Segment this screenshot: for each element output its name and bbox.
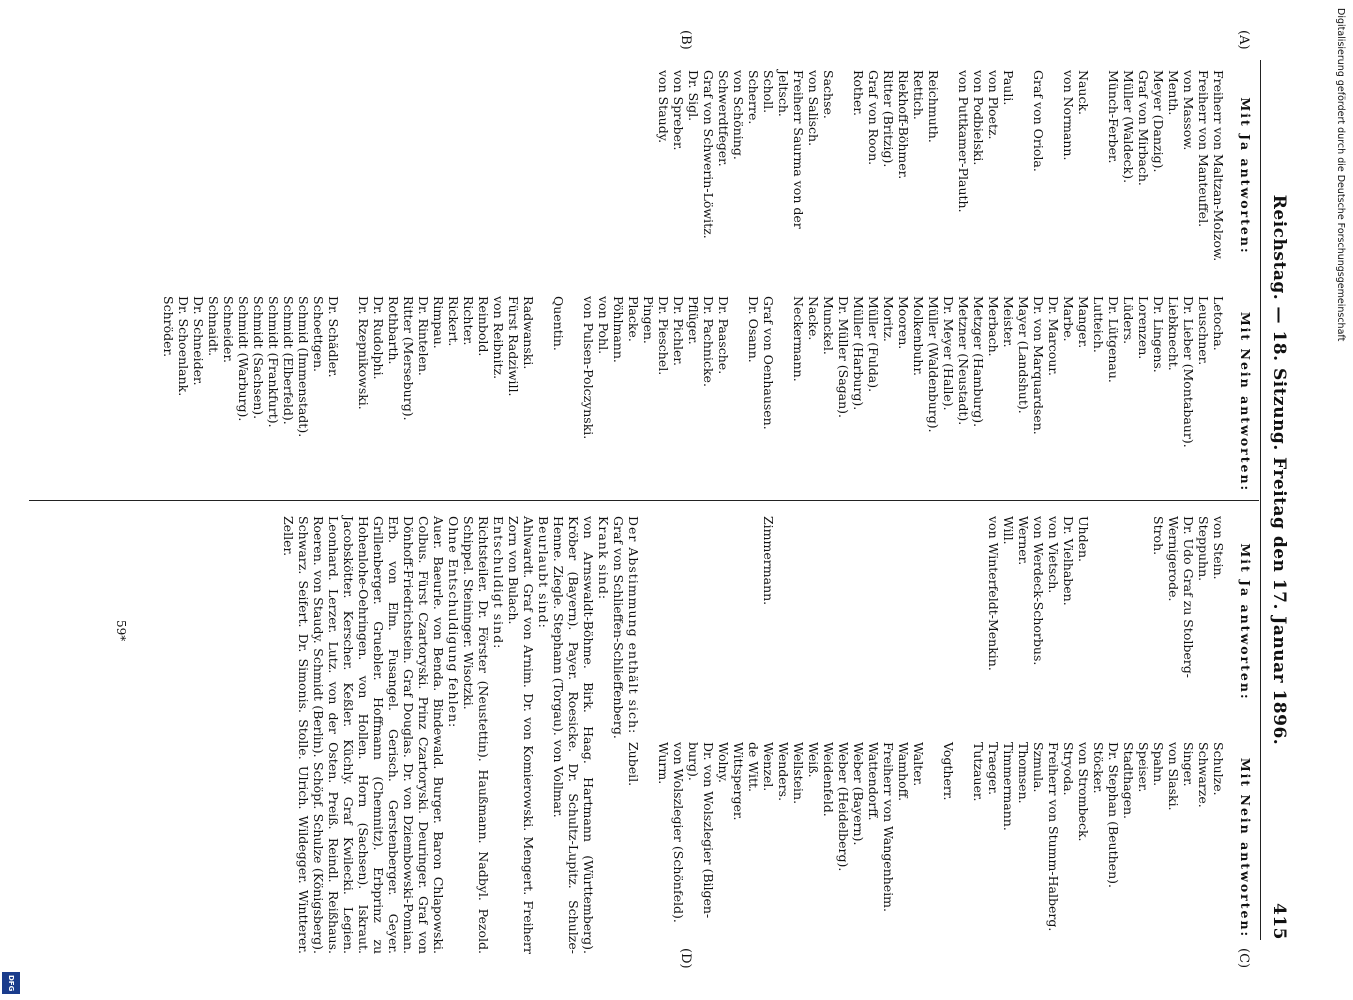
left-ja-item: Graf von Mirbach. (1136, 70, 1151, 186)
left-nein-item: Dr. Schneider. (191, 296, 206, 386)
left-nein-item (536, 296, 551, 508)
right-nein-item: Walter. (911, 742, 926, 787)
left-ja-list (656, 70, 1226, 282)
right-ja-item (776, 516, 791, 728)
sick-text: von Arnswaldt-Böhme. Birk. Haag. Hartmann (Württemberg). Kröber (Bayern). Payer. Roesicke. Dr. Schultz-Lupitz. Schulze-Henne. Ziegle. Stephann (Torgau). von Vollmar. (551, 516, 596, 954)
left-nein-item: Metzger (Hamburg). (971, 296, 986, 428)
right-ja-item: Werner. (1016, 516, 1031, 566)
right-nein-item: Stryoda. (1061, 742, 1076, 796)
excused-text: Richtsteiler. Dr. Förster (Neustettin). Haußmann. Nadbyl. Pezold. Schippel. Steininger. Wisotzki. (461, 516, 491, 954)
left-nein-item: Molkenbuhr. (911, 296, 926, 377)
left-ja-item: von Staudy. (656, 70, 671, 144)
left-half (33, 70, 1253, 508)
left-nein-item: Dr. Schädler. (326, 296, 341, 378)
page-header (1265, 60, 1293, 940)
margin-mark-a: (A) (1236, 30, 1251, 50)
right-ja-item (941, 516, 956, 728)
left-nein-item: Dr. Rzepnikowski. (356, 296, 371, 410)
left-nein-item: Leuschner. (1196, 296, 1211, 366)
left-nein-item: Dr. Rudolphi. (371, 296, 386, 380)
right-ja-item (866, 516, 881, 728)
left-nein-item: Pflüger. (686, 296, 701, 345)
left-nein-item: Schmidt (Frankfurt). (266, 296, 281, 428)
right-nein-item: Wittsperger. (731, 742, 746, 821)
left-nein-item: Placke. (626, 296, 641, 342)
right-nein-item: Zubeil. (626, 742, 641, 787)
left-nein-list (161, 296, 1226, 508)
left-ja-item: von Puttkamer-Plauth. (956, 70, 971, 213)
left-ja-item (941, 70, 956, 282)
right-half (33, 516, 1253, 954)
right-ja-item (1121, 516, 1136, 728)
margin-mark-c: (C) (1236, 948, 1251, 969)
left-ja-item: Pauli. (1001, 70, 1016, 106)
voting-summary (281, 516, 641, 954)
left-nein-item: Richter. (461, 296, 476, 346)
excused-title: Entschuldigt sind: (491, 516, 506, 650)
right-ja-item (1091, 516, 1106, 728)
left-ja-item: Jeltsch. (776, 70, 791, 117)
margin-mark-b: (B) (678, 30, 693, 50)
right-nein-item: Wellstein. (791, 742, 806, 805)
right-nein-item: Traeger. (986, 742, 1001, 796)
left-ja-item (1046, 70, 1061, 282)
right-nein-item: Stöcker. (1091, 742, 1106, 794)
left-ja-item: von Salisch. (806, 70, 821, 147)
right-ja-heading: Mit Ja antworten: (1238, 543, 1253, 701)
left-ja-item: Riekhoff-Böhmer. (896, 70, 911, 180)
left-nein-item (731, 296, 746, 508)
margin-mark-d: (D) (678, 948, 693, 969)
right-nein-item: Timmermann. (1001, 742, 1016, 831)
right-nein-item: von Wolszlegier (Schönfeld). (671, 742, 686, 923)
left-nein-item: Lüders. (1121, 296, 1136, 345)
right-nein-item: Wolny. (716, 742, 731, 783)
right-ja-item: Dr. Udo Graf zu Stolberg- (1181, 516, 1196, 678)
left-nein-item: Graf von Oenhausen. (761, 296, 776, 430)
left-nein-item: Dr. Rintelen. (416, 296, 431, 376)
left-ja-heading: Mit Ja antworten: (1238, 97, 1253, 255)
right-ja-item: von Werdeck-Schorbus. (1031, 516, 1046, 666)
right-ja-item (806, 516, 821, 728)
left-nein-item: Munckel. (821, 296, 836, 355)
right-nein-item: Schulze. (1211, 742, 1226, 796)
left-nein-item: Schmidt (Warburg). (236, 296, 251, 422)
left-ja-item: von Schöning. (731, 70, 746, 160)
left-nein-item: Ritter (Merseburg). (401, 296, 416, 421)
left-ja-item (1016, 70, 1031, 282)
left-nein-item: Manger. (1076, 296, 1091, 349)
left-nein-item: Neckermann. (791, 296, 806, 382)
left-ja-item: Scholl. (761, 70, 776, 114)
left-ja-item: Münch-Ferber. (1106, 70, 1121, 164)
left-nein-item: Letocha. (1211, 296, 1226, 351)
left-nein-item: Rickert. (446, 296, 461, 347)
right-nein-item: Wamhoff. (896, 742, 911, 802)
left-ja-item: Freiherr von Manteuffel. (1196, 70, 1211, 228)
right-nein-column (626, 742, 1253, 954)
right-ja-item (896, 516, 911, 728)
left-nein-item: Dr. Müller (Sagan). (836, 296, 851, 419)
right-nein-item: Tutzauer. (971, 742, 986, 802)
left-ja-item (836, 70, 851, 282)
left-nein-item: Rimpau. (431, 296, 446, 349)
left-nein-item: Mayer (Landshut). (1016, 296, 1031, 414)
right-ja-item: Dr. Vielhaben. (1061, 516, 1076, 606)
left-nein-item: Lutteich. (1091, 296, 1106, 353)
left-ja-column (656, 70, 1253, 282)
right-ja-item (926, 516, 941, 728)
right-nein-item: Weber (Bayern). (851, 742, 866, 846)
left-nein-item: Dr. Lingens. (1151, 296, 1166, 373)
right-nein-item: Stadthagen. (1121, 742, 1136, 819)
right-nein-item: Freiherr von Stumm-Halberg. (1046, 742, 1061, 932)
page-number: 415 (1269, 903, 1289, 940)
sick-title: Krank sind: (596, 516, 611, 601)
right-nein-item: de Witt. (746, 742, 761, 793)
left-nein-item: Schröder. (161, 296, 176, 358)
right-nein-item: Wurm. (656, 742, 671, 785)
left-nein-heading: Mit Nein antworten: (1238, 311, 1253, 493)
right-ja-item: Stroh. (1151, 516, 1166, 556)
right-ja-item: Zimmermann. (761, 516, 776, 606)
right-nein-item: von Slaski. (1166, 742, 1181, 811)
right-nein-item: Weidenfeld. (821, 742, 836, 817)
left-nein-item: Dr. Paasche. (716, 296, 731, 375)
left-nein-item: Müller (Waldenburg). (926, 296, 941, 433)
left-ja-item: Graf von Roon. (866, 70, 881, 166)
left-ja-item: von Spreber. (671, 70, 686, 151)
digitization-note-text: Digitalisierung gefördert durch die Deutsche Forschungsgemeinschaft (1335, 8, 1346, 342)
left-nein-item: Lorenzen. (1136, 296, 1151, 360)
right-nein-item: Wenders. (776, 742, 791, 802)
left-nein-item: Dr. Lütgenau. (1106, 296, 1121, 383)
left-nein-item: Pingen. (641, 296, 656, 344)
left-nein-item: Dr. Marcour. (1046, 296, 1061, 376)
left-nein-item: Moritz. (881, 296, 896, 342)
right-nein-list (626, 742, 1226, 954)
left-nein-item: Schmidt (Elberfeld). (281, 296, 296, 425)
right-nein-item: Weber (Heidelberg). (836, 742, 851, 872)
left-ja-item: Ritter (Britzig). (881, 70, 896, 168)
right-ja-item (956, 516, 971, 728)
left-ja-item: Scherre. (746, 70, 761, 125)
right-ja-item (851, 516, 866, 728)
right-ja-item (1106, 516, 1121, 728)
right-nein-item: Thomsen. (1016, 742, 1031, 804)
header-rule (1260, 60, 1261, 940)
left-ja-item: Graf von Schwerin-Löwitz. (701, 70, 716, 239)
right-nein-item: Dr. Stephan (Beuthen). (1106, 742, 1121, 888)
right-ja-item: Wernigerode. (1166, 516, 1181, 602)
right-nein-item: Vogtherr. (941, 742, 956, 801)
left-ja-item: Nauck. (1076, 70, 1091, 115)
leave-title: Beurlaubt sind: (536, 516, 551, 629)
right-nein-item: Singer. (1181, 742, 1196, 787)
right-nein-heading: Mit Nein antworten: (1238, 757, 1253, 939)
left-nein-item: Marbe. (1061, 296, 1076, 342)
unexcused-title: Ohne Entschuldigung fehlen: (446, 516, 461, 729)
right-nein-item: Speiser. (1136, 742, 1151, 793)
unexcused-text: Auer. Baeurle. von Benda. Bindewald. Burger. Baron Chlapowski. Colbus. Fürst Czartoryski. Prinz Czartoryski. Deuringer. Graf von Dönhoff-Friedrichstein. Graf Douglas. Dr. von Dziembowski-Pomian. Erb. von Elm. Fusangel. Gerisch. Gerstenberger. Geyer. Grillenberger. Gruebler. Hoffmann (Chemnitz). Erbprinz zu Hohenlohe-Oehringen. von Hollen. Horn (Sachsen). Iskraut. Jacobskötter. Kerscher. Keßler. Küchly. Graf Kwilecki. Legien. Leonhard. Lerzer. Lutz. von der Osten. Preiß. Reindl. Reißhaus. Roeren. von Staudy. Schmidt (Berlin). Schöpf. Schulze (Königsberg). Schwarz. Seifert. Dr. Simonis. Stolle. Ulrich. Wildegger. Wintterer. Zeller. (281, 516, 446, 954)
right-nein-item: Szmula. (1031, 742, 1046, 793)
right-nein-item: von Strombeck. (1076, 742, 1091, 842)
right-nein-item: Wenzel. (761, 742, 776, 792)
left-nein-item: Dr. Pichler. (671, 296, 686, 367)
left-ja-item: Reichmuth. (926, 70, 941, 143)
right-nein-item: Wattendorff. (866, 742, 881, 821)
left-nein-item: Müller (Harburg). (851, 296, 866, 411)
left-nein-item: Meister. (1001, 296, 1016, 348)
abstain-name: Graf von Schlieffen-Schlieffenberg. (611, 516, 626, 739)
left-ja-item: Meyer (Danzig). (1151, 70, 1166, 173)
right-nein-item: Spahn. (1151, 742, 1166, 787)
footer-signature: 59* (114, 620, 128, 642)
left-nein-item (776, 296, 791, 508)
left-nein-column (161, 296, 1253, 508)
right-ja-item: Uhden. (1076, 516, 1091, 563)
left-nein-item (341, 296, 356, 508)
left-nein-item: Nacke. (806, 296, 821, 341)
dfg-logo: DFG (2, 972, 20, 994)
right-nein-item (926, 742, 941, 954)
left-nein-item: Dr. Lieber (Montabaur). (1181, 296, 1196, 448)
right-nein-item: Dr. von Wolszlegier (Bilgen- (701, 742, 716, 919)
right-ja-item (1136, 516, 1151, 728)
left-nein-item: Pöhlmann. (611, 296, 626, 363)
left-nein-item: Mooren. (896, 296, 911, 350)
right-ja-item (836, 516, 851, 728)
left-nein-item: Schmid (Immenstadt). (296, 296, 311, 438)
right-nein-item: Freiherr von Wangenheim. (881, 742, 896, 913)
right-ja-item (911, 516, 926, 728)
right-ja-list (761, 516, 1226, 728)
right-nein-item: Weiß. (806, 742, 821, 778)
left-ja-item: Rettich. (911, 70, 926, 120)
right-ja-item: Steppuhn. (1196, 516, 1211, 582)
right-ja-item (791, 516, 806, 728)
left-ja-item: Freiherr von Maltzan-Molzow. (1211, 70, 1226, 262)
left-nein-item: Reinbold. (476, 296, 491, 357)
right-nein-item (641, 742, 656, 954)
left-nein-item: Fürst Radziwill. (506, 296, 521, 397)
left-nein-item: Dr. Schoenlank. (176, 296, 191, 397)
left-nein-item: Dr. Osann. (746, 296, 761, 363)
left-nein-item: Schmidt (Sachsen). (251, 296, 266, 420)
right-ja-item: Will. (1001, 516, 1016, 545)
left-nein-item: Quentin. (551, 296, 566, 351)
left-ja-item: Dr. Sigl. (686, 70, 701, 122)
left-nein-item (566, 296, 581, 508)
left-ja-item: Menth. (1166, 70, 1181, 116)
left-ja-item: von Ploetz. (986, 70, 1001, 140)
left-ja-item: Müller (Waldeck). (1121, 70, 1136, 184)
left-nein-item: von Pulsen-Polczynski. (581, 296, 596, 440)
left-ja-item: von Podbielski. (971, 70, 986, 166)
left-ja-item: Schwerdtfeger. (716, 70, 731, 167)
abstain-title: Der Abstimmung enthält sich: (626, 516, 641, 735)
left-nein-item: Schneider. (221, 296, 236, 364)
left-ja-item: von Normann. (1061, 70, 1076, 161)
left-nein-item: Dr. Meyer (Halle). (941, 296, 956, 411)
right-nein-item: Schwarze. (1196, 742, 1211, 808)
right-ja-item (881, 516, 896, 728)
left-nein-item: Dr. Pieschel. (656, 296, 671, 376)
right-nein-item: burg). (686, 742, 701, 781)
right-ja-item (821, 516, 836, 728)
left-ja-item: von Massow. (1181, 70, 1196, 151)
left-nein-item: Radwanski. (521, 296, 536, 370)
right-ja-item: von Vietsch. (1046, 516, 1061, 594)
left-nein-item: von Pohl. (596, 296, 611, 355)
left-nein-item: Rothbarth. (386, 296, 401, 365)
leave-text: Ahlwardt. Graf von Arnim. Dr. von Komierowski. Mengert. Freiherr Zorn von Bulach. (506, 516, 536, 954)
header-title: Reichstag. — 18. Sitzung. Freitag den 17. Januar 1896. (1269, 194, 1289, 746)
left-nein-item: Merbach. (986, 296, 1001, 357)
left-nein-item: Schoettgen. (311, 296, 326, 373)
right-nein-item (956, 742, 971, 954)
left-nein-item: Dr. Pachnicke. (701, 296, 716, 387)
right-ja-item: von Winterfeldt-Menkin. (986, 516, 1001, 671)
left-ja-item: Graf von Oriola. (1031, 70, 1046, 172)
left-ja-item: Freiherr Saurma von der (791, 70, 806, 229)
left-nein-item: Müller (Fulda). (866, 296, 881, 393)
left-nein-item: Liebknecht. (1166, 296, 1181, 371)
right-ja-item: von Stein. (1211, 516, 1226, 580)
left-ja-item: Rother. (851, 70, 866, 116)
right-ja-item (971, 516, 986, 728)
left-nein-item: Metzner (Neustadt). (956, 296, 971, 426)
left-nein-item: Schnaidt. (206, 296, 221, 357)
left-ja-item (1091, 70, 1106, 282)
left-ja-item: Sachse. (821, 70, 836, 119)
left-nein-item: von Reibnitz. (491, 296, 506, 380)
right-ja-column (761, 516, 1253, 728)
left-nein-item: Dr. von Marquardsen. (1031, 296, 1046, 435)
